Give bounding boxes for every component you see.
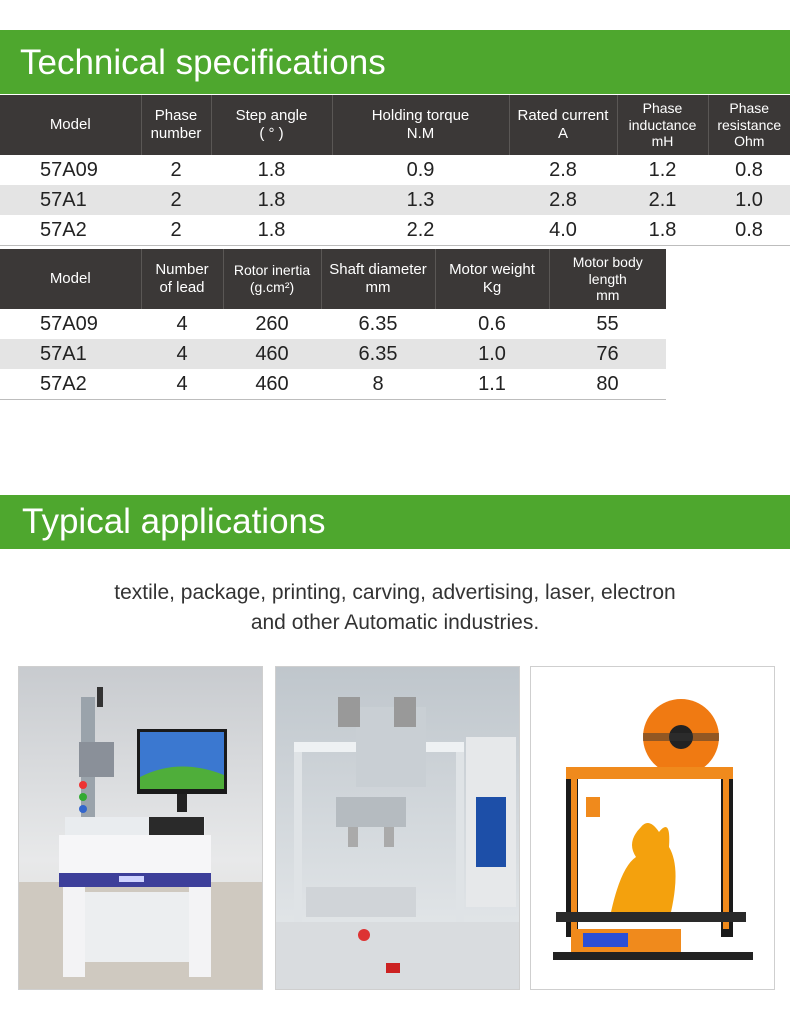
value-cell: 1.3 [332, 185, 509, 215]
table-row [0, 155, 790, 185]
column-header-line: mm [365, 279, 391, 296]
soldering-robot-photo [275, 666, 520, 990]
column-header-line: mm [596, 287, 620, 304]
column-header [435, 249, 549, 309]
spec-table-electrical [0, 95, 790, 246]
applications-line-1: textile, package, printing, carving, advertising, laser, electron [114, 581, 676, 604]
column-header [549, 249, 666, 309]
value-cell: 1.8 [617, 215, 708, 246]
column-header-line: Rotor inertia [233, 262, 311, 279]
column-header [708, 95, 790, 155]
column-header-line: Kg [482, 279, 502, 296]
value-cell: 2 [141, 185, 211, 215]
table-header-row [0, 95, 790, 155]
applications-line-2: and other Automatic industries. [250, 611, 540, 634]
table-row [0, 369, 666, 400]
value-cell: 6.35 [321, 339, 435, 369]
value-cell: 0.8 [735, 158, 763, 181]
value-cell: 0.8 [708, 215, 790, 246]
model-cell: 57A2 [0, 369, 141, 400]
column-header-line: Motor weight [449, 261, 535, 278]
column-header-line: mH [651, 133, 674, 150]
column-header-line: Holding torque [371, 107, 470, 124]
value-cell: 2.2 [332, 215, 509, 246]
value-cell: 1.0 [708, 185, 790, 215]
table-row [0, 185, 790, 215]
model-cell: 57A09 [40, 312, 98, 335]
value-cell: 4.0 [509, 215, 617, 246]
value-cell: 1.2 [648, 158, 677, 181]
column-header [332, 95, 509, 155]
column-header [0, 249, 141, 309]
column-header-line: Ohm [734, 133, 765, 150]
column-header-line: Model [49, 270, 91, 287]
applications-banner [0, 495, 790, 549]
spec-table-mechanical [0, 249, 666, 400]
column-header [211, 95, 332, 155]
column-header-line: Motor body [572, 253, 643, 270]
spec-banner [0, 30, 790, 94]
value-cell: 1.8 [257, 158, 286, 181]
column-header [509, 95, 617, 155]
value-cell: 80 [549, 369, 666, 400]
column-header-line: Model [49, 116, 91, 133]
column-header-line: (g.cm²) [249, 279, 295, 295]
value-cell: 1.8 [211, 215, 332, 246]
column-header-line: Phase [154, 107, 198, 124]
value-cell: 76 [549, 339, 666, 369]
value-cell: 55 [596, 312, 619, 335]
value-cell: 1.0 [435, 339, 549, 369]
table-row [0, 309, 666, 339]
column-header [0, 95, 141, 155]
column-header [617, 95, 708, 155]
model-cell: 57A09 [40, 158, 98, 181]
column-header-line: Phase [729, 99, 770, 116]
column-header [141, 249, 223, 309]
value-cell: 4 [176, 312, 188, 335]
value-cell: 4 [141, 369, 223, 400]
value-cell: 2.1 [617, 185, 708, 215]
column-header-line: Step angle [235, 107, 308, 124]
column-header-line: inductance [628, 116, 697, 133]
value-cell: 2.8 [549, 158, 577, 181]
column-header-line: A [557, 125, 568, 142]
column-header-line: Number [155, 261, 209, 278]
column-header-line: resistance [717, 116, 782, 133]
table-row [0, 215, 790, 246]
value-cell: 0.6 [478, 312, 506, 335]
value-cell: 460 [223, 339, 321, 369]
value-cell: 2 [141, 215, 211, 246]
model-cell: 57A1 [0, 185, 141, 215]
column-header-line: ( ° ) [259, 125, 284, 142]
value-cell: 2.8 [509, 185, 617, 215]
column-header-line: length [588, 270, 627, 287]
column-header-line: Phase [642, 99, 683, 116]
value-cell: 6.35 [358, 312, 398, 335]
value-cell: 2 [170, 158, 182, 181]
value-cell: 1.1 [435, 369, 549, 400]
value-cell: 8 [321, 369, 435, 400]
column-header [141, 95, 211, 155]
value-cell: 0.9 [406, 158, 435, 181]
table-row [0, 339, 666, 369]
column-header-line: Rated current [517, 107, 609, 124]
column-header [223, 249, 321, 309]
applications-text [0, 578, 790, 638]
value-cell: 460 [223, 369, 321, 400]
table-header-row [0, 249, 666, 309]
model-cell: 57A2 [0, 215, 141, 246]
column-header [321, 249, 435, 309]
column-header-line: N.M [406, 125, 435, 142]
3d-printer-photo [530, 666, 775, 990]
spec-title: Technical specifications [20, 43, 386, 82]
column-header-line: of lead [159, 279, 205, 296]
value-cell: 260 [255, 312, 289, 335]
laser-marking-machine-photo [18, 666, 263, 990]
applications-title: Typical applications [22, 502, 326, 541]
model-cell: 57A1 [0, 339, 141, 369]
value-cell: 1.8 [211, 185, 332, 215]
column-header-line: number [150, 125, 202, 142]
value-cell: 4 [141, 339, 223, 369]
column-header-line: Shaft diameter [329, 261, 427, 278]
